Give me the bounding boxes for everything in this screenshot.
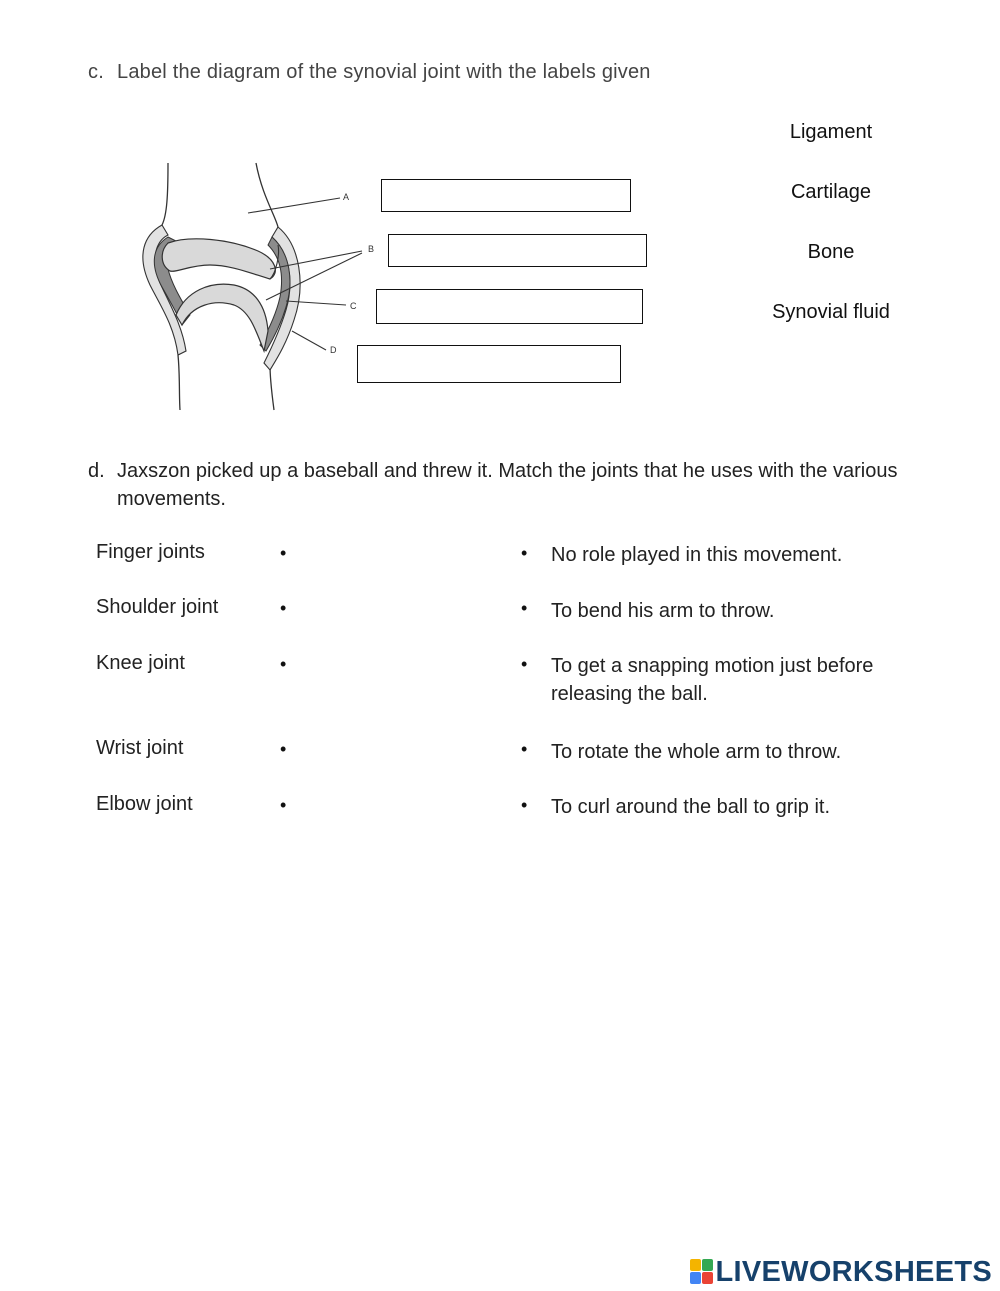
pointer-d xyxy=(292,331,326,350)
question-c-number: c. xyxy=(88,61,104,83)
pointer-a xyxy=(248,198,340,213)
right-match-dot[interactable]: • xyxy=(521,543,528,563)
joint-elbow: Elbow joint xyxy=(96,793,193,815)
lower-bone-right-outline xyxy=(270,365,274,410)
joint-knee: Knee joint xyxy=(96,652,185,674)
left-match-dot[interactable]: • xyxy=(280,598,287,618)
label-letter-b: B xyxy=(368,244,375,254)
lower-cartilage xyxy=(176,284,268,351)
upper-bone-left-outline xyxy=(162,163,168,225)
movement-curl-grip: To curl around the ball to grip it. xyxy=(551,796,831,818)
upper-bone-right-outline xyxy=(256,163,278,227)
right-match-dot[interactable]: • xyxy=(521,598,528,618)
joint-shoulder: Shoulder joint xyxy=(96,596,219,618)
synovial-joint-diagram xyxy=(130,155,380,417)
word-bank-ligament[interactable]: Ligament xyxy=(789,121,873,143)
answer-box-a[interactable] xyxy=(381,179,631,212)
label-letter-d: D xyxy=(330,345,337,355)
question-c-heading xyxy=(88,61,651,84)
question-d-number: d. xyxy=(88,460,105,482)
label-letter-a: A xyxy=(343,192,350,202)
liveworksheets-logo-icon xyxy=(690,1259,714,1285)
movement-rotate-arm: To rotate the whole arm to throw. xyxy=(551,741,842,763)
right-match-dot[interactable]: • xyxy=(521,795,528,815)
liveworksheets-logo xyxy=(690,1256,993,1288)
word-bank-synovial-fluid[interactable]: Synovial fluid xyxy=(772,301,890,323)
movement-bend-arm: To bend his arm to throw. xyxy=(551,600,775,622)
movement-snapping: To get a snapping motion just before releasing the ball. xyxy=(551,655,874,705)
right-match-dot[interactable]: • xyxy=(521,654,528,674)
question-c-text: Label the diagram of the synovial joint with the labels given xyxy=(117,61,651,83)
joint-wrist: Wrist joint xyxy=(96,737,184,759)
upper-cartilage xyxy=(162,239,275,279)
question-d-text: Jaxszon picked up a baseball and threw it. Match the joints that he uses with the various movements. xyxy=(117,460,898,510)
lower-bone-left-outline xyxy=(178,355,180,410)
movement-no-role: No role played in this movement. xyxy=(551,544,843,566)
left-match-dot[interactable]: • xyxy=(280,795,287,815)
left-match-dot[interactable]: • xyxy=(280,654,287,674)
answer-box-d[interactable] xyxy=(357,345,621,383)
word-bank-cartilage[interactable]: Cartilage xyxy=(790,181,872,203)
word-bank-bone[interactable]: Bone xyxy=(807,241,855,263)
left-match-dot[interactable]: • xyxy=(280,739,287,759)
left-match-dot[interactable]: • xyxy=(280,543,287,563)
liveworksheets-brand-text: LIVEWORKSHEETS xyxy=(715,1255,992,1288)
joint-finger: Finger joints xyxy=(96,541,205,563)
answer-box-b[interactable] xyxy=(388,234,647,267)
answer-box-c[interactable] xyxy=(376,289,643,324)
label-letter-c: C xyxy=(350,301,357,311)
right-match-dot[interactable]: • xyxy=(521,739,528,759)
